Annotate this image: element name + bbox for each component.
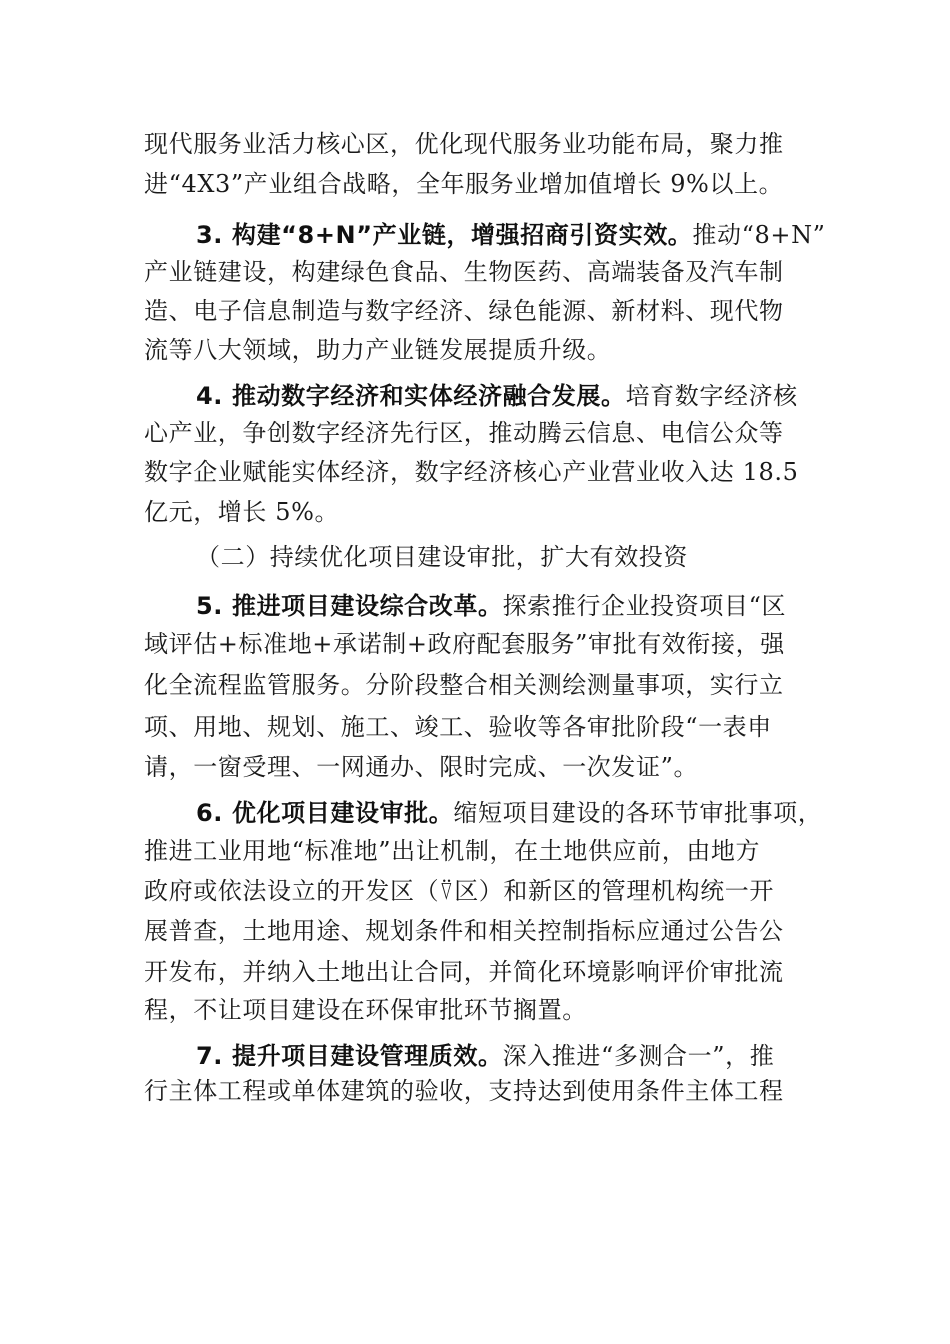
paragraph-item-6 (196, 797, 822, 829)
paragraph-line: 流等八大领域，助力产业链发展提质升级。 (144, 336, 612, 364)
section-heading: （二）持续优化项目建设审批，扩大有效投资 (196, 543, 688, 571)
item-heading: 7. 提升项目建设管理质效。 (196, 1042, 503, 1070)
paragraph-line: 数字企业赋能实体经济，数字经济核心产业营业收入达 18.5 (144, 458, 799, 486)
paragraph-item-3 (196, 219, 826, 251)
item-text: 推动“8+N” (692, 221, 826, 249)
item-heading: 3. 构建“8+N”产业链，增强招商引资实效。 (196, 221, 693, 249)
paragraph-item-5 (196, 590, 786, 622)
paragraph-line: 程，不让项目建设在环保审批环节搁置。 (144, 996, 587, 1024)
paragraph-line: 产业链建设，构建绿色食品、生物医药、高端装备及汽车制 (144, 258, 784, 286)
paragraph-line: 开发布，并纳入土地出让合同，并简化环境影响评价审批流 (144, 958, 784, 986)
paragraph-item-4 (196, 380, 798, 412)
paragraph-line: 化全流程监管服务。分阶段整合相关测绘测量事项，实行立 (144, 671, 784, 699)
paragraph-line: 心产业，争创数字经济先行区，推动腾云信息、电信公众等 (144, 419, 784, 447)
item-heading: 4. 推动数字经济和实体经济融合发展。 (196, 382, 626, 410)
item-heading: 6. 优化项目建设审批。 (196, 799, 454, 827)
paragraph-line: 行主体工程或单体建筑的验收，支持达到使用条件主体工程 (144, 1077, 784, 1105)
item-text: 探索推行企业投资项目“区 (502, 592, 787, 620)
paragraph-line: 展普查，土地用途、规划条件和相关控制指标应通过公告公 (144, 917, 784, 945)
item-text: 培育数字经济核 (625, 382, 798, 410)
paragraph-line: 请，一窗受理、一网通办、限时完成、一次发证”。 (144, 753, 699, 781)
paragraph-line: 域评估+标准地+承诺制+政府配套服务”审批有效衔接，强 (144, 630, 785, 658)
paragraph-line: 项、用地、规划、施工、竣工、验收等各审批阶段“一表申 (144, 713, 772, 741)
paragraph-line: 亿元，增长 5%。 (144, 498, 340, 526)
paragraph-line: 进“4X3”产业组合战略，全年服务业增加值增长 9%以上。 (144, 170, 784, 198)
paragraph-line: 造、电子信息制造与数字经济、绿色能源、新材料、现代物 (144, 297, 784, 325)
paragraph-line: 推进工业用地“标准地”出让机制，在土地供应前，由地方 (144, 837, 761, 865)
item-text: 缩短项目建设的各环节审批事项， (453, 799, 823, 827)
item-heading: 5. 推进项目建设综合改革。 (196, 592, 503, 620)
item-text: 深入推进“多测合一”，推 (502, 1042, 775, 1070)
paragraph-item-7 (196, 1040, 774, 1072)
paragraph-line: 政府或依法设立的开发区（⍢区）和新区的管理机构统一开 (144, 877, 774, 905)
paragraph-line: 现代服务业活力核心区，优化现代服务业功能布局，聚力推 (144, 130, 784, 158)
